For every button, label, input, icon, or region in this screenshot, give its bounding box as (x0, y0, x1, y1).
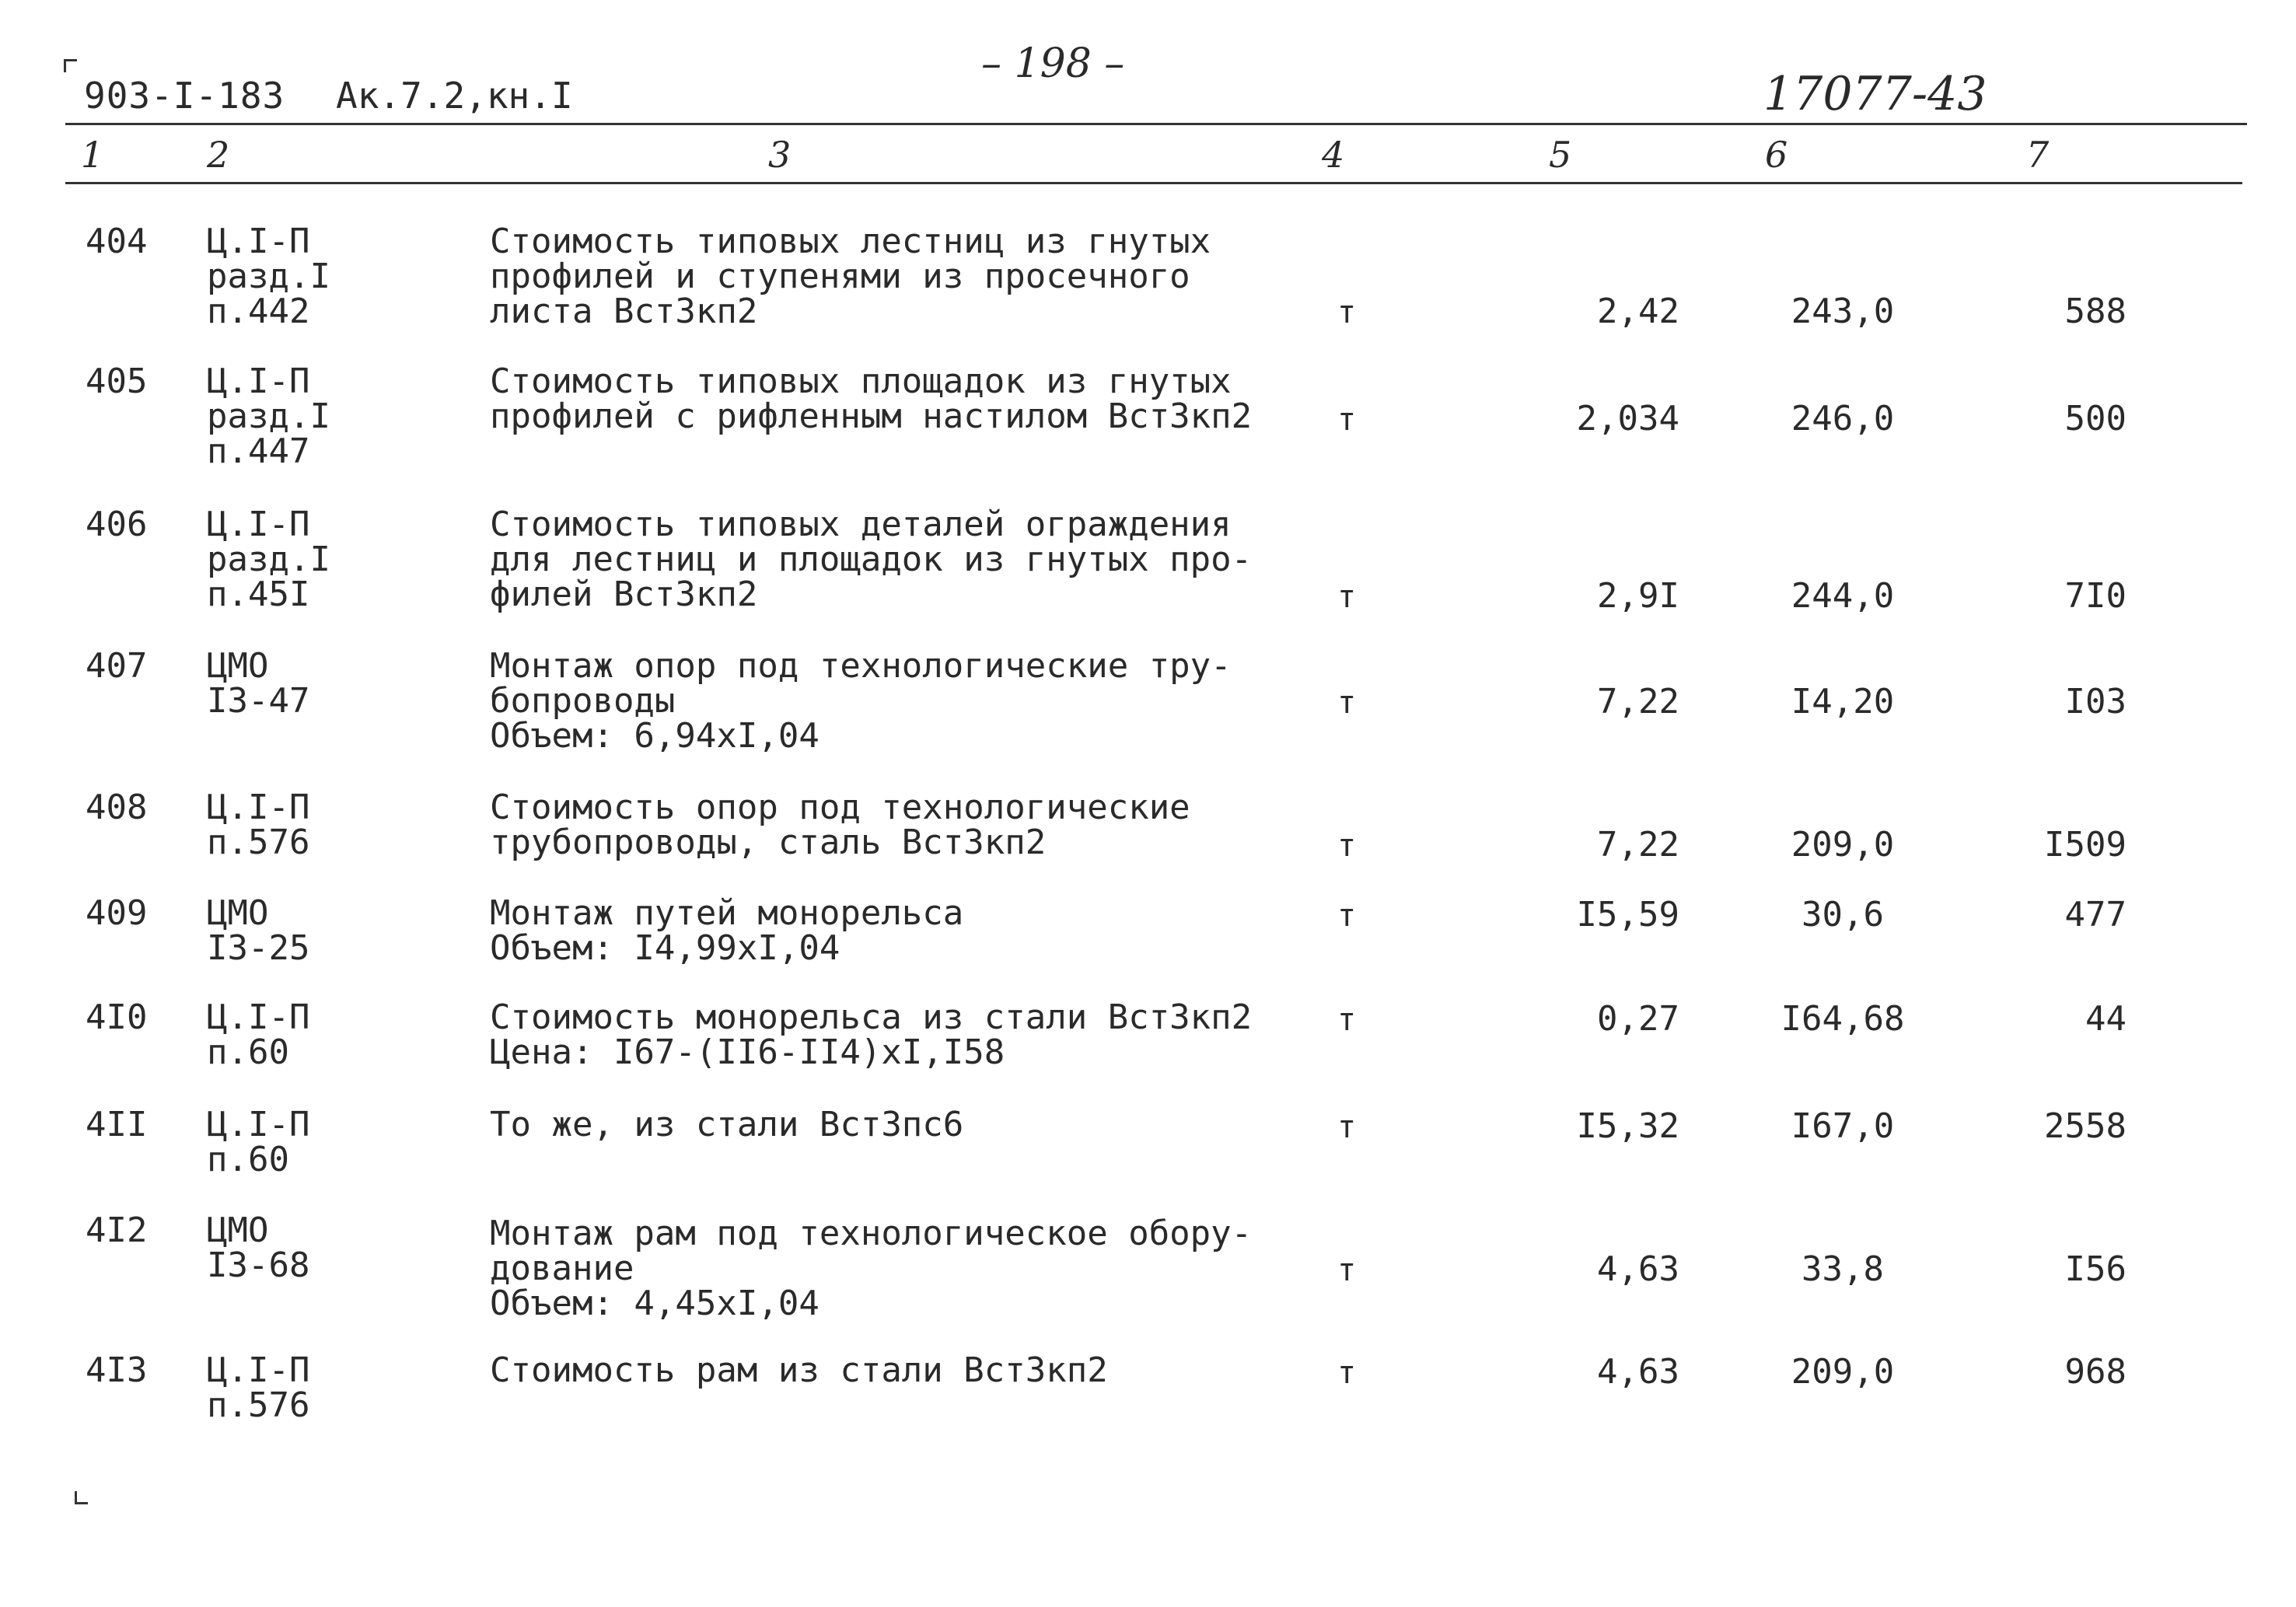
row-unit-price: I4,20 (1791, 682, 1895, 721)
page-number: – 198 – (981, 40, 1125, 87)
row-quantity: 0,27 (1597, 999, 1679, 1039)
row-basis: Ц.I-П разд.I п.447 (207, 362, 330, 471)
row-total: I03 (2064, 682, 2127, 721)
document-reference: Ак.7.2,кн.I (336, 75, 573, 117)
row-unit-price: 243,0 (1791, 292, 1895, 331)
row-number: 409 (86, 893, 148, 933)
row-description: Стоимость типовых деталей ограждения для лестниц и площадок из гнутых про- филей ВстЗкп2 (490, 505, 1253, 614)
column-number-4: 4 (1322, 134, 1345, 176)
row-unit-price: I64,68 (1781, 999, 1905, 1039)
column-number-2: 2 (207, 134, 230, 176)
row-quantity: 4,63 (1597, 1249, 1679, 1289)
corner-mark-top-left (64, 59, 77, 72)
row-description: Стоимость типовых площадок из гнутых профилей с рифленным настилом ВстЗкп2 (490, 362, 1253, 436)
header-rule (65, 123, 2247, 125)
column-number-1: 1 (81, 134, 104, 176)
document-code: 903-I-183 (84, 75, 285, 117)
row-total: 500 (2064, 399, 2127, 438)
row-unit-price: I67,0 (1791, 1106, 1895, 1146)
row-total: 7I0 (2064, 576, 2127, 616)
row-number: 4I0 (86, 997, 148, 1037)
row-unit: т (1337, 685, 1357, 721)
row-unit-price: 246,0 (1791, 399, 1895, 438)
row-quantity: I5,59 (1576, 895, 1679, 935)
row-quantity: 2,42 (1597, 292, 1679, 331)
row-total: 968 (2064, 1352, 2127, 1392)
row-basis: ЦМО I3-47 (207, 646, 310, 721)
column-number-3: 3 (768, 134, 792, 176)
row-number: 406 (86, 505, 148, 544)
column-number-6: 6 (1765, 134, 1788, 176)
row-description: Стоимость рам из стали ВстЗкп2 (490, 1350, 1108, 1390)
row-total: 588 (2064, 292, 2127, 331)
row-description: Монтаж путей монорельса Объем: I4,99хI,04 (490, 893, 964, 968)
row-quantity: 7,22 (1597, 825, 1679, 865)
corner-mark-bottom-left (75, 1491, 88, 1504)
row-description: Стоимость типовых лестниц из гнутых профилей и ступенями из просечного листа ВстЗкп2 (490, 222, 1211, 331)
row-basis: Ц.I-П п.576 (207, 788, 310, 862)
row-unit: т (1337, 1355, 1357, 1391)
column-number-5: 5 (1549, 134, 1572, 176)
row-unit-price: 33,8 (1802, 1249, 1884, 1289)
row-quantity: I5,32 (1576, 1106, 1679, 1146)
inventory-number: 17077-43 (1763, 67, 1987, 121)
row-quantity: 2,034 (1576, 399, 1679, 438)
row-number: 404 (86, 222, 148, 261)
row-basis: Ц.I-П п.576 (207, 1350, 310, 1425)
row-unit-price: 30,6 (1802, 895, 1884, 935)
column-number-7: 7 (2026, 134, 2050, 176)
row-description: Монтаж опор под технологические тру- бопроводы Объем: 6,94хI,04 (490, 646, 1232, 756)
row-description: Стоимость монорельса из стали ВстЗкп2 Цена: I67-(II6-II4)хI,I58 (490, 997, 1253, 1072)
row-unit-price: 244,0 (1791, 576, 1895, 616)
row-unit: т (1337, 1109, 1357, 1145)
row-unit-price: 209,0 (1791, 825, 1895, 865)
row-unit: т (1337, 828, 1357, 864)
row-basis: Ц.I-П п.60 (207, 997, 310, 1072)
row-total: I56 (2064, 1249, 2127, 1289)
row-unit: т (1337, 898, 1357, 934)
row-description: Монтаж рам под технологическое обору- дование Объем: 4,45хI,04 (490, 1214, 1253, 1323)
row-number: 407 (86, 646, 148, 686)
row-number: 4I3 (86, 1350, 148, 1390)
row-basis: ЦМО I3-25 (207, 893, 310, 968)
row-unit: т (1337, 1002, 1357, 1038)
row-quantity: 4,63 (1597, 1352, 1679, 1392)
row-description: Стоимость опор под технологические трубопроводы, сталь ВстЗкп2 (490, 788, 1190, 862)
row-quantity: 7,22 (1597, 682, 1679, 721)
row-basis: Ц.I-П п.60 (207, 1105, 310, 1179)
row-basis: ЦМО I3-68 (207, 1210, 310, 1285)
row-unit: т (1337, 1252, 1357, 1288)
row-total: I509 (2044, 825, 2127, 865)
row-quantity: 2,9I (1597, 576, 1679, 616)
row-unit: т (1337, 579, 1357, 615)
row-unit: т (1337, 402, 1357, 438)
row-basis: Ц.I-П разд.I п.442 (207, 222, 330, 331)
row-total: 2558 (2044, 1106, 2127, 1146)
row-number: 408 (86, 788, 148, 827)
column-header-rule (65, 182, 2242, 184)
row-total: 477 (2064, 895, 2127, 935)
row-basis: Ц.I-П разд.I п.45I (207, 505, 330, 614)
row-number: 405 (86, 362, 148, 401)
row-total: 44 (2085, 999, 2127, 1039)
row-number: 4II (86, 1105, 148, 1144)
row-description: То же, из стали ВстЗпс6 (490, 1105, 964, 1144)
row-unit-price: 209,0 (1791, 1352, 1895, 1392)
row-unit: т (1337, 295, 1357, 330)
row-number: 4I2 (86, 1210, 148, 1250)
